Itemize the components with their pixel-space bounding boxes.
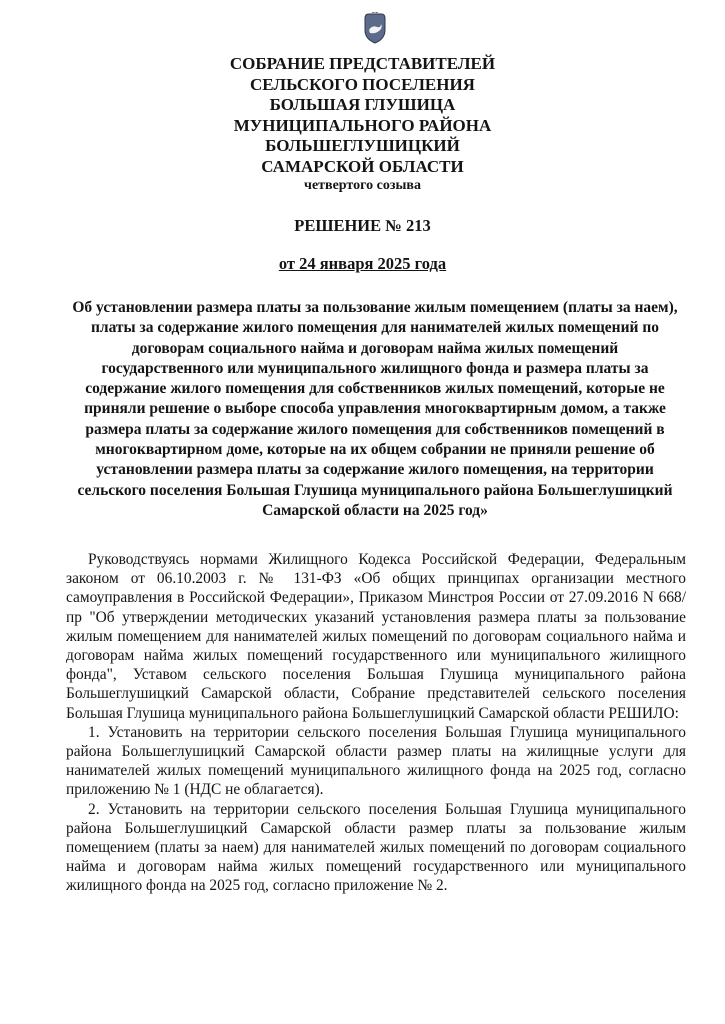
header-line: МУНИЦИПАЛЬНОГО РАЙОНА bbox=[233, 115, 492, 135]
header-line: БОЛЬШЕГЛУШИЦКИЙ bbox=[265, 136, 460, 155]
header-line: БОЛЬШАЯ ГЛУШИЦА bbox=[269, 95, 456, 114]
samara-coat-of-arms-icon bbox=[362, 12, 388, 44]
decision-title: РЕШЕНИЕ № 213 bbox=[294, 216, 431, 235]
decision-date: от 24 января 2025 года bbox=[278, 254, 447, 273]
header-line: СОБРАНИЕ ПРЕДСТАВИТЕЛЕЙ bbox=[229, 54, 496, 73]
decision-body bbox=[66, 550, 686, 896]
item-1-paragraph: 1. Установить на территории сельского поселения Большая Глушица муниципального района Большеглушицкий Самарской области размер платы на жилищные услуги для нанимателей жилых помещений муниципального жилищного фонда на 2025 год, согласно приложению № 1 (НДС не облагается). bbox=[66, 723, 686, 799]
issuer-header bbox=[0, 54, 725, 195]
item-2-paragraph: 2. Установить на территории сельского поселения Большая Глушица муниципального района Большеглушицкий Самарской области размер платы за пользование жилым помещением (платы за наем) для нанимателей жилых помещений по договорам социального найма и договорам найма жилых помещений государственного или муниципального жилищного фонда на 2025 год, согласно приложение № 2. bbox=[66, 800, 686, 895]
convocation-line: четвертого созыва bbox=[304, 178, 421, 193]
header-line: СЕЛЬСКОГО ПОСЕЛЕНИЯ bbox=[250, 74, 475, 94]
decision-subject: Об установлении размера платы за пользование жилым помещением (платы за наем), платы за содержание жилого помещения для нанимателей жилых помещений по договорам социального найма и договорам найма жилых помещений государственного или муниципального жилищного фонда и размера платы за содержание жилого помещения для собственников жилых помещений, которые не приняли решение о выборе способа управления многоквартирным домом, а также размера платы за содержание жилого помещения для собственников помещений в многоквартирном доме, которые на их общем собрании не приняли решение об установлении размера платы за содержание жилого помещения, на территории сельского поселения Большая Глушица муниципального района Большеглушицкий Самарской области на 2025 год» bbox=[72, 299, 678, 519]
header-line: САМАРСКОЙ ОБЛАСТИ bbox=[261, 156, 464, 176]
preamble-paragraph: Руководствуясь нормами Жилищного Кодекса Российской Федерации, Федеральным законом от 06.10.2003 г. № 131-ФЗ «Об общих принципах организации местного самоуправления в Российской Федерации», Приказом Минстроя России от 27.09.2016 N 668/пр "Об утверждении методических указаний установления размера платы за пользование жилым помещением для нанимателей жилых помещений по договорам социального найма и договорам найма жилых помещений государственного или муниципального жилищного фонда", Уставом сельского поселения Большая Глушица муниципального района Большеглушицкий Самарской области, Собрание представителей сельского поселения Большая Глушица муниципального района Большеглушицкий Самарской области РЕШИЛО: bbox=[66, 551, 686, 722]
